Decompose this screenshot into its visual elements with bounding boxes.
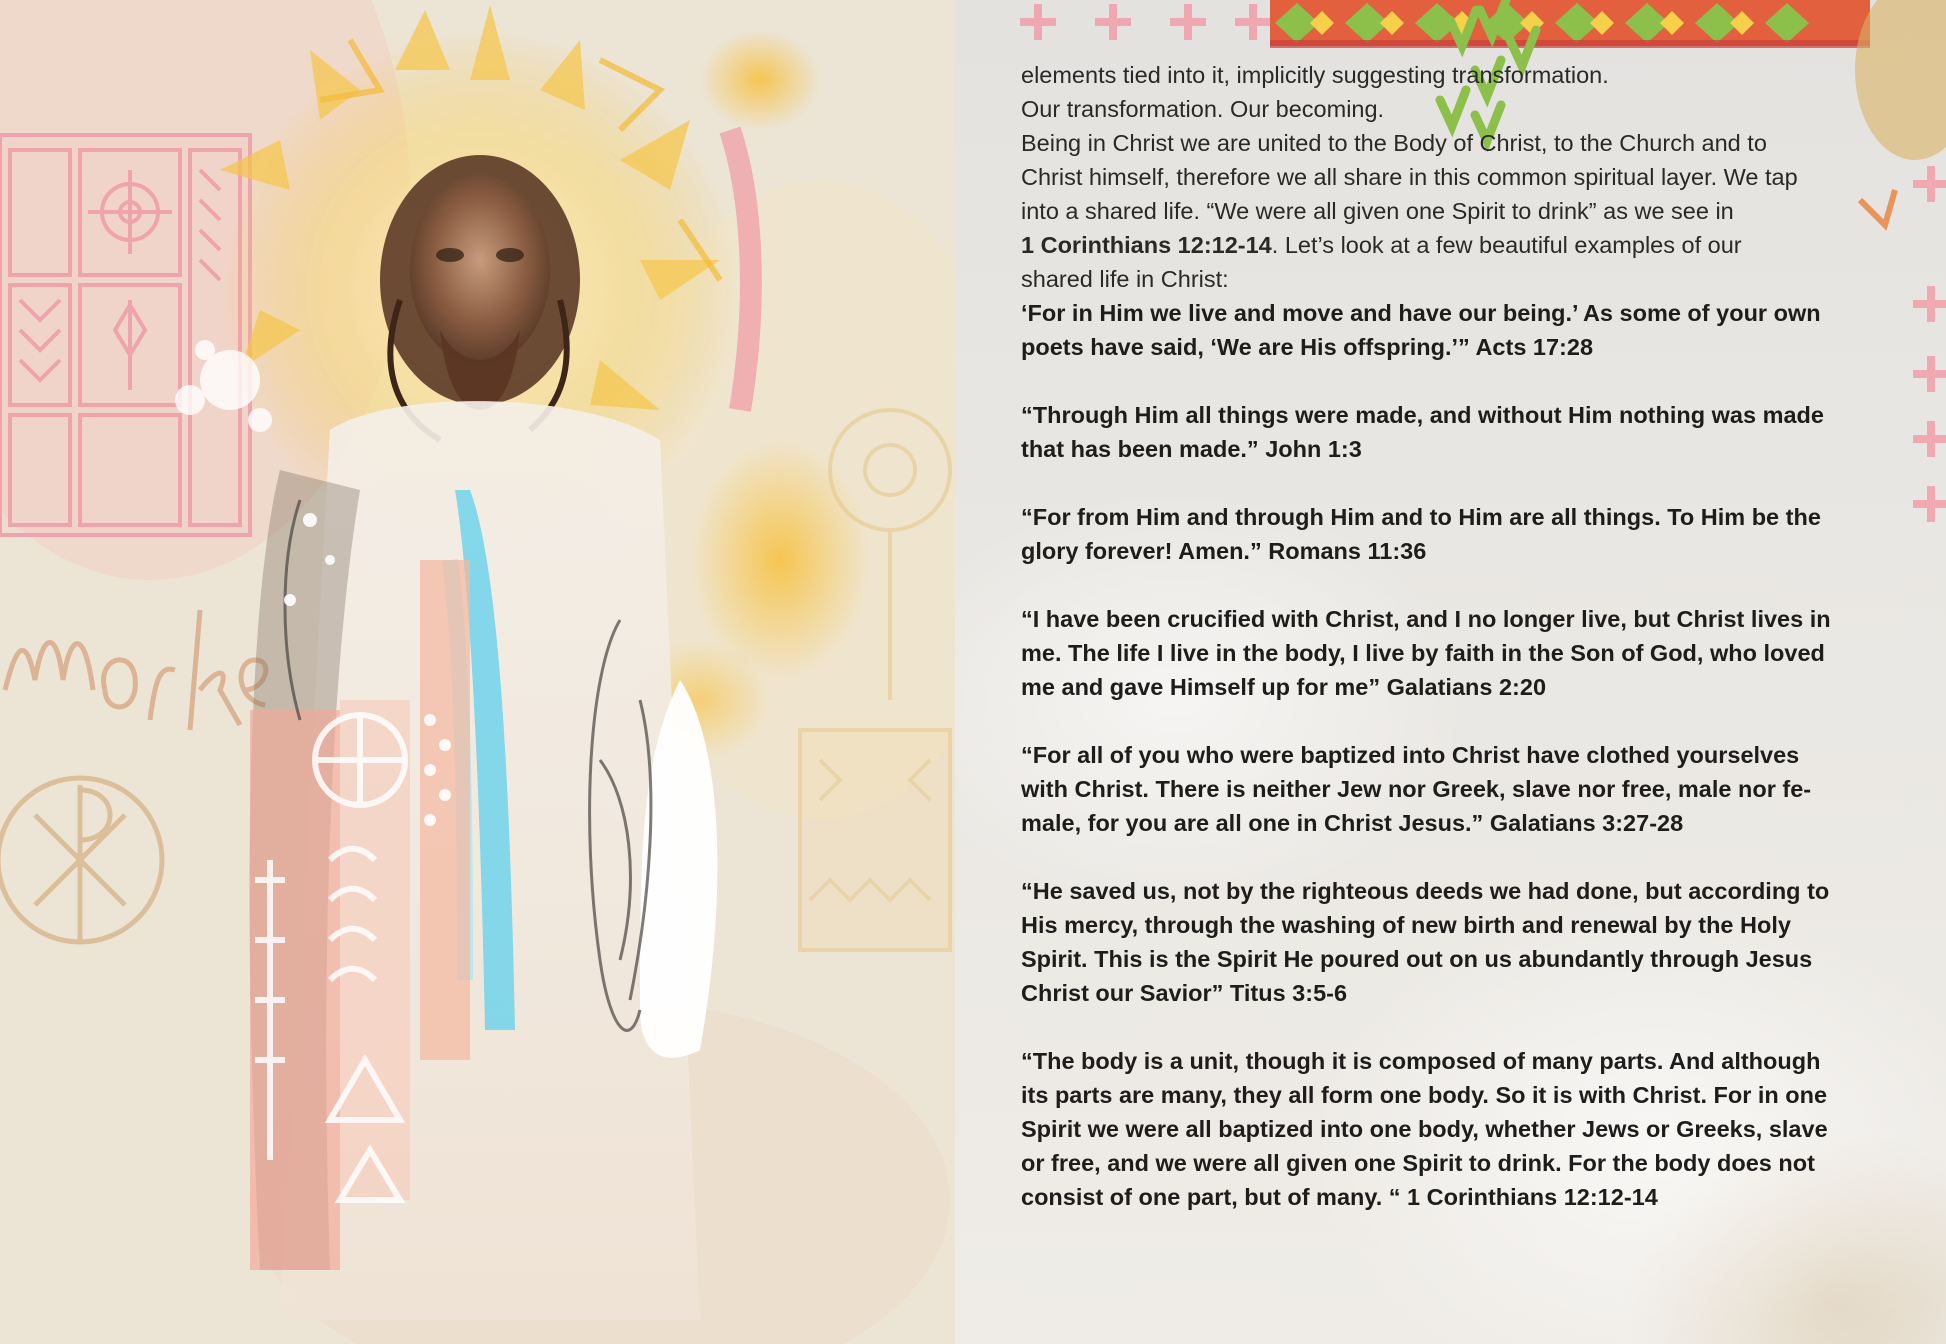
- quote-line: Spirit. This is the Spirit He poured out on us abundantly through Jesus: [1021, 946, 1813, 972]
- intro-line: into a shared life. “We were all given one Spirit to drink” as we see in: [1021, 198, 1734, 224]
- quote-line: consist of one part, but of many. “ 1 Corinthians 12:12-14: [1021, 1184, 1658, 1210]
- scripture-reference: 1 Corinthians 12:12-14: [1021, 232, 1272, 258]
- intro-paragraph: [1021, 58, 1901, 296]
- quote-line: Spirit we were all baptized into one body, whether Jews or Greeks, slave: [1021, 1116, 1828, 1142]
- quote-john-1-3: [1021, 398, 1901, 466]
- quote-line: ‘For in Him we live and move and have our being.’ As some of your own: [1021, 300, 1821, 326]
- quote-romans-11-36: [1021, 500, 1901, 568]
- quote-line: “Through Him all things were made, and without Him nothing was made: [1021, 402, 1824, 428]
- quote-galatians-2-20: [1021, 602, 1901, 704]
- quote-line: “I have been crucified with Christ, and I no longer live, but Christ lives in: [1021, 606, 1831, 632]
- pink-pattern-panel: [0, 135, 250, 535]
- scripture-text: [1021, 58, 1901, 1214]
- christ-painting: [0, 0, 955, 1344]
- intro-line-reference: [1021, 228, 1901, 262]
- quote-line: poets have said, ‘We are His offspring.’” Acts 17:28: [1021, 334, 1594, 360]
- quote-line: glory forever! Amen.” Romans 11:36: [1021, 538, 1427, 564]
- quote-line: His mercy, through the washing of new birth and renewal by the Holy: [1021, 912, 1791, 938]
- intro-line: shared life in Christ:: [1021, 266, 1229, 292]
- quote-line: “He saved us, not by the righteous deeds we had done, but according to: [1021, 878, 1830, 904]
- illustration-page: [0, 0, 955, 1344]
- intro-line: Our transformation. Our becoming.: [1021, 96, 1385, 122]
- text-page: [955, 0, 1946, 1344]
- intro-line: elements tied into it, implicitly suggesting transformation.: [1021, 62, 1609, 88]
- quote-line: with Christ. There is neither Jew nor Greek, slave nor free, male nor fe-: [1021, 776, 1812, 802]
- quote-line: “For all of you who were baptized into Christ have clothed yourselves: [1021, 742, 1800, 768]
- quote-line: me and gave Himself up for me” Galatians 2:20: [1021, 674, 1547, 700]
- quote-galatians-3-27: [1021, 738, 1901, 840]
- quote-line: “For from Him and through Him and to Him are all things. To Him be the: [1021, 504, 1821, 530]
- quote-1-corinthians-12-12: [1021, 1044, 1901, 1214]
- pink-crosses-side: [1913, 166, 1946, 522]
- pink-crosses-top: [1020, 4, 1271, 40]
- intro-line: Christ himself, therefore we all share in this common spiritual layer. We tap: [1021, 164, 1798, 190]
- quote-line: its parts are many, they all form one body. So it is with Christ. For in one: [1021, 1082, 1828, 1108]
- quote-acts-17-28: [1021, 296, 1901, 364]
- intro-line: Being in Christ we are united to the Body of Christ, to the Church and to: [1021, 130, 1767, 156]
- quote-line: that has been made.” John 1:3: [1021, 436, 1362, 462]
- quote-line: Christ our Savior” Titus 3:5-6: [1021, 980, 1348, 1006]
- quote-titus-3-5: [1021, 874, 1901, 1010]
- quote-line: or free, and we were all given one Spirit to drink. For the body does not: [1021, 1150, 1815, 1176]
- folk-border-strip: [1270, 0, 1870, 48]
- quote-line: “The body is a unit, though it is composed of many parts. And although: [1021, 1048, 1821, 1074]
- quote-line: me. The life I live in the body, I live by faith in the Son of God, who loved: [1021, 640, 1825, 666]
- intro-line-tail: . Let’s look at a few beautiful examples of our: [1271, 232, 1742, 258]
- quote-line: male, for you are all one in Christ Jesus.” Galatians 3:27-28: [1021, 810, 1684, 836]
